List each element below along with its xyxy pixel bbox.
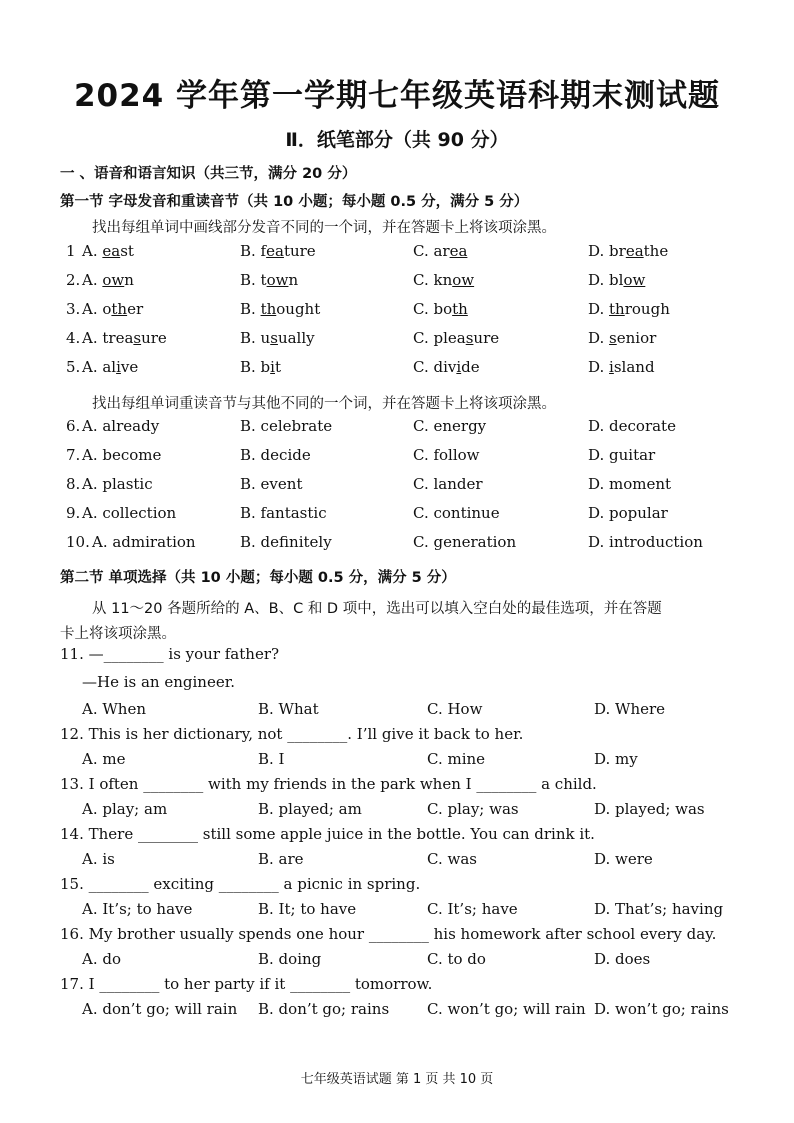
section1-instruction-b: 找出每组单词重读音节与其他不同的一个词，并在答题卡上将该项涂黑。	[92, 396, 556, 412]
section1-instruction-a: 找出每组单词中画线部分发音不同的一个词，并在答题卡上将该项涂黑。	[92, 220, 556, 236]
section2-heading: 第二节 单项选择（共 10 小题；每小题 0.5 分，满分 5 分）	[60, 570, 456, 586]
option-d: D. won’t go; rains	[594, 1000, 729, 1018]
question-number: 5.	[66, 358, 81, 376]
question-row	[0, 329, 794, 349]
option-a: A. alive	[82, 358, 139, 376]
option-d: D. through	[588, 300, 670, 318]
question-row	[0, 242, 794, 262]
option-d: D. That’s; having	[594, 900, 724, 918]
option-d: D. my	[594, 750, 638, 768]
question-stem: 14. There ________ still some apple juice in the bottle. You can drink it.	[60, 825, 595, 843]
options-row	[0, 850, 794, 870]
options-row	[0, 1000, 794, 1020]
question-row	[0, 271, 794, 291]
underlined-letters: ow	[102, 271, 125, 289]
option-b: B. celebrate	[240, 417, 333, 435]
option-a: A. plastic	[82, 475, 153, 493]
option-d: D. does	[594, 950, 651, 968]
question-number: 4.	[66, 329, 81, 347]
option-a: A. me	[82, 750, 126, 768]
option-a: A. treasure	[82, 329, 167, 347]
options-row	[0, 750, 794, 770]
option-a: A. own	[82, 271, 134, 289]
option-c: C. It’s; have	[427, 900, 518, 918]
underlined-letters: th	[111, 300, 128, 318]
underlined-letters: s	[465, 329, 474, 347]
question-number: 7.	[66, 446, 81, 464]
page-footer: 七年级英语试题 第 1 页 共 10 页	[300, 1072, 494, 1087]
option-d: D. guitar	[588, 446, 656, 464]
option-b: B. fantastic	[240, 504, 327, 522]
option-b: B. It; to have	[258, 900, 357, 918]
part1-heading: 一 、语音和语言知识（共三节，满分 20 分）	[60, 166, 357, 182]
option-a: A. collection	[82, 504, 177, 522]
section2-instruction-line1: 从 11～20 各题所给的 A、B、C 和 D 项中，选出可以填入空白处的最佳选项，并在答题	[92, 601, 662, 617]
option-c: C. both	[413, 300, 468, 318]
option-d: D. popular	[588, 504, 668, 522]
question-number: 8.	[66, 475, 81, 493]
question-number: 2.	[66, 271, 81, 289]
option-a: A. play; am	[82, 800, 168, 818]
option-c: C. mine	[427, 750, 486, 768]
option-b: B. definitely	[240, 533, 332, 551]
question-row	[0, 504, 794, 524]
question-row	[0, 446, 794, 466]
option-a: A. When	[82, 700, 146, 718]
question-number: 3.	[66, 300, 81, 318]
option-b: B. thought	[240, 300, 321, 318]
underlined-letters: th	[452, 300, 468, 318]
question-answer-line: —He is an engineer.	[82, 673, 236, 691]
option-d: D. blow	[588, 271, 646, 289]
question-number: 9.	[66, 504, 81, 522]
underlined-letters: i	[116, 358, 121, 376]
option-b: B. What	[258, 700, 319, 718]
underlined-letters: th	[260, 300, 277, 318]
option-a: A. It’s; to have	[82, 900, 193, 918]
option-b: B. I	[258, 750, 285, 768]
options-row	[0, 900, 794, 920]
option-b: B. decide	[240, 446, 311, 464]
underlined-letters: ea	[625, 242, 644, 260]
option-d: D. senior	[588, 329, 657, 347]
option-a: A. is	[82, 850, 115, 868]
question-stem: 12. This is her dictionary, not ________. I’ll give it back to her.	[60, 725, 524, 743]
option-a: A. east	[82, 242, 134, 260]
question-stem: 15. ________ exciting ________ a picnic in spring.	[60, 875, 421, 893]
question-number: 10.	[66, 533, 90, 551]
option-c: C. energy	[413, 417, 487, 435]
option-b: B. usually	[240, 329, 315, 347]
underlined-letters: th	[609, 300, 625, 318]
underlined-letters: ea	[449, 242, 468, 260]
option-c: C. won’t go; will rain	[427, 1000, 586, 1018]
page-title: 2024 学年第一学期七年级英语科期末测试题	[73, 78, 721, 114]
option-b: B. are	[258, 850, 304, 868]
option-b: B. don’t go; rains	[258, 1000, 390, 1018]
underlined-letters: s	[609, 329, 617, 347]
section1-heading: 第一节 字母发音和重读音节（共 10 小题；每小题 0.5 分，满分 5 分）	[60, 194, 529, 210]
question-number: 1	[66, 242, 76, 260]
options-row	[0, 800, 794, 820]
question-number: 6.	[66, 417, 81, 435]
underlined-letters: i	[609, 358, 614, 376]
underlined-letters: i	[270, 358, 275, 376]
option-c: C. generation	[413, 533, 517, 551]
question-stem: 17. I ________ to her party if it ________ tomorrow.	[60, 975, 433, 993]
underlined-letters: ow	[623, 271, 646, 289]
underlined-letters: ea	[102, 242, 121, 260]
options-row	[0, 700, 794, 720]
option-d: D. breathe	[588, 242, 669, 260]
question-row	[0, 533, 794, 553]
option-c: C. play; was	[427, 800, 519, 818]
option-a: A. do	[82, 950, 122, 968]
underlined-letters: ea	[266, 242, 284, 260]
options-row	[0, 950, 794, 970]
underlined-letters: i	[456, 358, 462, 376]
option-c: C. to do	[427, 950, 486, 968]
question-row	[0, 300, 794, 320]
option-d: D. moment	[588, 475, 672, 493]
option-a: A. don’t go; will rain	[82, 1000, 238, 1018]
question-stem: 11. —________ is your father?	[60, 645, 280, 663]
option-d: D. played; was	[594, 800, 705, 818]
option-b: B. event	[240, 475, 303, 493]
option-a: A. other	[82, 300, 144, 318]
option-b: B. doing	[258, 950, 322, 968]
option-d: D. Where	[594, 700, 666, 718]
underlined-letters: s	[133, 329, 142, 347]
question-stem: 16. My brother usually spends one hour ________ his homework after school every day.	[60, 925, 717, 943]
page-subtitle: Ⅱ．纸笔部分（共 90 分）	[285, 129, 509, 151]
option-c: C. lander	[413, 475, 483, 493]
option-c: C. continue	[413, 504, 500, 522]
option-d: D. introduction	[588, 533, 703, 551]
section2-instruction-line2: 卡上将该项涂黑。	[60, 626, 176, 642]
option-c: C. was	[427, 850, 477, 868]
option-d: D. decorate	[588, 417, 676, 435]
underlined-letters: ow	[452, 271, 475, 289]
option-a: A. already	[82, 417, 160, 435]
underlined-letters: s	[270, 329, 278, 347]
question-row	[0, 475, 794, 495]
option-b: B. feature	[240, 242, 316, 260]
question-row	[0, 417, 794, 437]
option-a: A. become	[82, 446, 162, 464]
option-c: C. divide	[413, 358, 480, 376]
option-c: C. area	[413, 242, 468, 260]
question-stem: 13. I often ________ with my friends in the park when I ________ a child.	[60, 775, 597, 793]
option-a: A. admiration	[92, 533, 196, 551]
question-row	[0, 358, 794, 378]
option-d: D. were	[594, 850, 653, 868]
option-c: C. know	[413, 271, 475, 289]
option-b: B. town	[240, 271, 299, 289]
option-b: B. played; am	[258, 800, 362, 818]
option-c: C. follow	[413, 446, 480, 464]
option-c: C. How	[427, 700, 483, 718]
option-d: D. island	[588, 358, 655, 376]
option-c: C. pleasure	[413, 329, 500, 347]
underlined-letters: ow	[266, 271, 289, 289]
option-b: B. bit	[240, 358, 282, 376]
